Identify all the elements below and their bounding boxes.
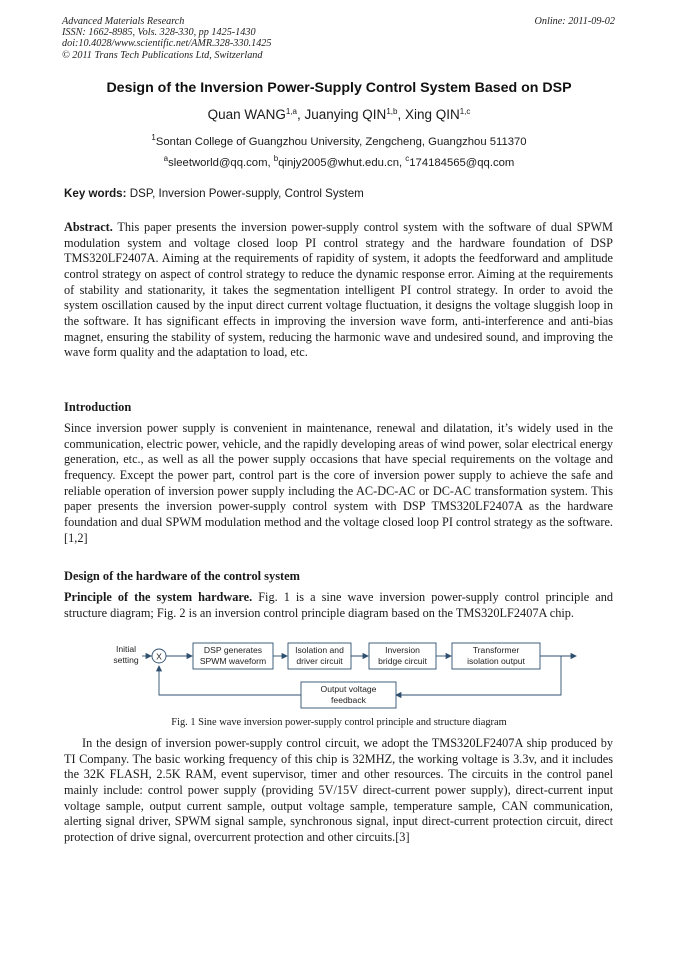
abstract-label: Abstract. <box>64 220 113 234</box>
issn-line: ISSN: 1662-8985, Vols. 328-330, pp 1425-1430 <box>62 27 256 39</box>
doi-line: doi:10.4028/www.scientific.net/AMR.328-330.1425 <box>62 38 272 50</box>
online-date: Online: 2011-09-02 <box>534 16 615 27</box>
author-superscript: 1,c <box>459 107 471 116</box>
block-isolation-label: Isolation and <box>295 645 344 655</box>
block-inversion-label: Inversion <box>385 645 420 655</box>
block-isolation-label: driver circuit <box>296 656 343 666</box>
author-name: Xing QIN <box>404 107 460 122</box>
email-link[interactable]: 174184565@qq.com <box>409 157 515 169</box>
principle-label: Principle of the system hardware. <box>64 590 253 604</box>
block-dsp-label: SPWM waveform <box>199 656 267 666</box>
section-heading-introduction: Introduction <box>64 400 132 414</box>
summing-symbol: X <box>156 651 162 662</box>
affiliation: $^1$Sontan College of Guangzhou University, Zengcheng, Guangzhou 511370 <box>151 133 527 148</box>
block-dsp-label: DSP generates <box>203 645 263 655</box>
block-diagram <box>96 638 586 712</box>
feedback-return <box>159 666 301 695</box>
block-inversion-label: bridge circuit <box>378 656 427 666</box>
block-feedback-label: feedback <box>331 695 366 705</box>
author-name: Quan WANG <box>207 107 286 122</box>
keywords-label: Key words: <box>64 187 127 200</box>
keywords: Key words: DSP, Inversion Power-supply, Control System <box>64 187 364 200</box>
author-superscript: 1,a <box>285 107 297 116</box>
block-transformer-label: Transformer <box>472 645 520 655</box>
author-name: Juanying QIN <box>304 107 387 122</box>
email-link[interactable]: qinjy2005@whut.edu.cn <box>278 157 399 169</box>
principle-paragraph: Principle of the system hardware. Fig. 1 is a sine wave inversion power-supply control principle and structure diagram; Fig. 2 is an inversion control principle diagram based on the TMS320LF2407A chip. <box>64 590 613 620</box>
journal-header <box>62 16 271 61</box>
body-paragraph: In the design of inversion power-supply control circuit, we adopt the TMS320LF2407A ship produced by TI Company. The basic working frequency of this chip is 32MHZ, the working voltage is 3.3v, and it includes the 32K FLASH, 2.5K RAM, event supervisor, timer and other resources. The circuits in the control panel mainly include: control power supply (providing 5V/15V direct-current power supply), direct-current input voltage sample, output current sample, output voltage sample, temperature sample, CAN communication, alerting signal driver, SPWM signal sample, synchronous signal, input direct-current protection circuit, direct protection of drive signal, overcurrent protection and other circuits.[3] <box>64 736 613 844</box>
author-superscript: 1,b <box>386 107 398 116</box>
author-list: Quan WANG$^{1,a}$, Juanying QIN$^{1,b}$, Xing QIN$^{1,c}$ <box>207 107 471 122</box>
section-heading-hardware: Design of the hardware of the control system <box>64 569 300 583</box>
email-link[interactable]: sleetworld@qq.com <box>168 157 268 169</box>
introduction-paragraph: Since inversion power supply is convenient in maintenance, renewal and dilatation, it’s widely used in the communication, electric power, vehicle, and the rapidly developing areas of wind power, solar electrical energy generation, etc., as well as all the power supply occasions that have special requirements on the voltage and frequency. Except the power part, control part is the core of inversion power supply to achieve the safe and reliable operation of inversion power supply including the AC-DC-AC or DC-AC transformation system. This paper presents the inversion power-supply control system with DSP TMS320LF2407A as the hardware foundation and dual SPWM modulation method and the voltage closed loop PI control strategy as the software.[1,2] <box>64 421 613 545</box>
input-label: setting <box>113 655 139 665</box>
block-feedback-label: Output voltage <box>320 684 377 694</box>
journal-name: Advanced Materials Research <box>62 16 185 27</box>
block-transformer-label: isolation output <box>467 656 525 666</box>
figure-caption: Fig. 1 Sine wave inversion power-supply control principle and structure diagram <box>171 717 507 728</box>
input-label: Initial <box>115 644 137 654</box>
paper-title: Design of the Inversion Power-Supply Control System Based on DSP <box>106 80 572 96</box>
author-emails: $^a$sleetworld@qq.com, $^b$qinjy2005@whut.edu.cn, $^c$174184565@qq.com <box>163 154 515 169</box>
abstract-paragraph: Abstract. This paper presents the inversion power-supply control system with the software of dual SPWM modulation system and voltage closed loop PI control strategy and the hardware foundation of DSP TMS320LF2407A. Aiming at the requirements of rapidity of system, it adopts the feedforward and amplitude control strategy on aspect of control strategy to reduce the dynamic response error. Aiming at the requirements of stability and stationarity, it takes the segmentation intelligent PI control strategy. In order to avoid the system oscillation caused by the input direct current voltage fluctuation, it designs the voltage sluggish loop in the software. It has significant effects in improving the inversion wave form, anti-interference and anti-bias magnet, ensuring the stability of system, reducing the harmonic wave and undesired sound, and improving the wave form quality and the adaptation to load, etc. <box>64 220 613 360</box>
copyright-line: © 2011 Trans Tech Publications Ltd, Switzerland <box>62 49 263 61</box>
